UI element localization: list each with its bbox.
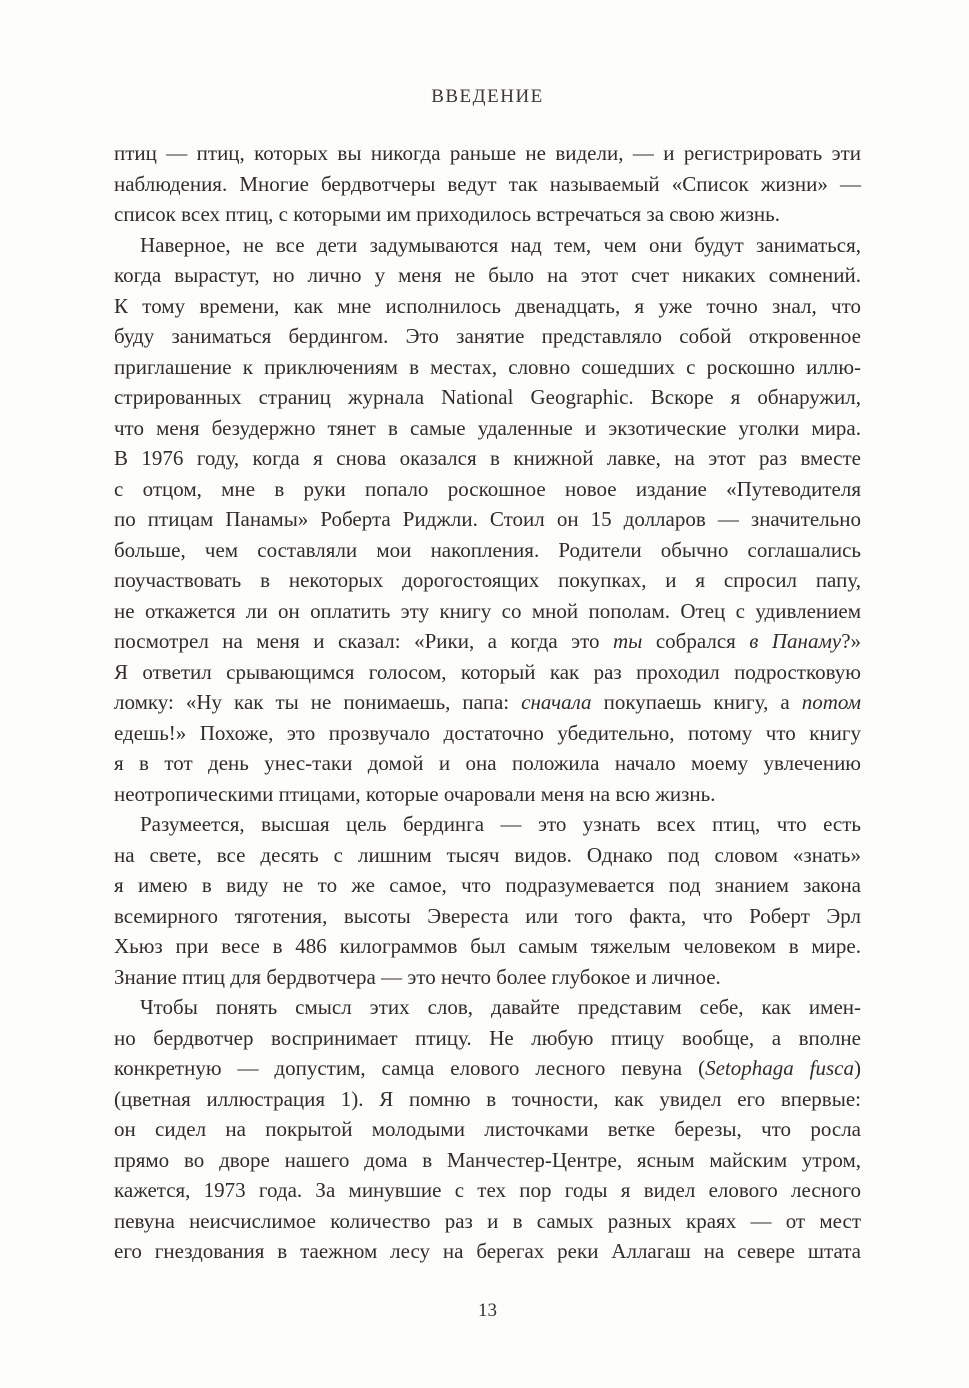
text-run: певуна неисчислимое количество раз и в самых разных краях — от мест [114, 1208, 861, 1233]
paragraph [114, 809, 861, 992]
text-line [114, 321, 861, 352]
italic-text-run: Setophaga fusca [705, 1056, 854, 1080]
text-line [114, 230, 861, 261]
italic-text-run: сначала [521, 690, 592, 714]
text-run: Знание птиц для бердвотчера — это нечто более глубокое и личное. [114, 964, 721, 989]
text-run: что меня безудержно тянет в самые удаленные и экзотические уголки мира. [114, 415, 861, 440]
text-run: конкретную — допустим, самца елового лесного певуна ( [114, 1056, 706, 1080]
text-run: с отцом, мне в руки попало роскошное новое издание «Путеводителя [114, 476, 861, 501]
text-line [114, 1114, 861, 1145]
text-run: прямо во дворе нашего дома в Манчестер-Центре, ясным майским утром, [114, 1147, 861, 1172]
paragraph [114, 138, 861, 230]
text-run: наблюдения. Многие бердвотчеры ведут так называемый «Список жизни» — [114, 171, 861, 196]
text-run: Хьюз при весе в 486 килограммов был самым тяжелым человеком в мире. [114, 934, 861, 958]
italic-text-run: в Панаму [749, 629, 842, 653]
text-line [114, 382, 861, 413]
text-run: не откажется ли он оплатить эту книгу со мной пополам. Отец с удивлением [114, 598, 861, 623]
text-line [114, 901, 861, 932]
text-line [114, 1023, 861, 1054]
text-run: покупаешь книгу, а [591, 690, 802, 714]
paragraph [114, 230, 861, 810]
text-run: ) [854, 1056, 861, 1080]
text-line [114, 1084, 861, 1115]
text-line [114, 169, 861, 200]
text-line [114, 443, 861, 474]
text-run: когда вырастут, но лично у меня не было на этот счет никаких сомнений. [114, 263, 861, 287]
text-run: его гнездования в таежном лесу на берегах реки Аллагаш на севере штата [114, 1239, 861, 1263]
text-run: больше, чем составляли мои накопления. Родители обычно соглашались [114, 537, 861, 562]
text-run: Чтобы понять смысл этих слов, давайте представим себе, как имен- [140, 995, 861, 1019]
text-line [114, 870, 861, 901]
text-line [114, 657, 861, 688]
text-run: приглашение к приключениям в местах, словно сошедших с роскошно иллю- [114, 354, 861, 379]
text-line [114, 626, 861, 657]
text-line [114, 931, 861, 962]
text-line [114, 992, 861, 1023]
text-run: он сидел на покрытой молодыми листочками ветке березы, что росла [114, 1117, 861, 1141]
text-run: Наверное, не все дети задумываются над тем, чем они будут заниматься, [140, 232, 861, 257]
text-line [114, 199, 861, 230]
text-run: на свете, все десять с лишним тысяч видов. Однако под словом «знать» [114, 842, 861, 867]
page-number: 13 [478, 1300, 497, 1321]
text-line [114, 138, 861, 169]
text-run: едешь!» Похоже, это прозвучало достаточно убедительно, потому что книгу [114, 720, 861, 745]
text-run: я в тот день унес-таки домой и она положила начало моему увлечению [114, 751, 861, 775]
text-line [114, 748, 861, 779]
text-body [114, 138, 861, 1267]
text-run: всемирного тяготения, высоты Эвереста или того факта, что Роберт Эрл [114, 903, 861, 928]
text-run: (цветная иллюстрация 1). Я помню в точности, как увидел его впервые: [114, 1086, 861, 1111]
text-run: неотропическими птицами, которые очаровали меня на всю жизнь. [114, 781, 716, 806]
text-run: Я ответил срывающимся голосом, который как раз проходил подростковую [114, 659, 861, 684]
text-run: но бердвотчер воспринимает птицу. Не любую птицу вообще, а вполне [114, 1025, 861, 1050]
text-line [114, 1236, 861, 1267]
text-line [114, 1145, 861, 1176]
text-run: поучаствовать в некоторых дорогостоящих покупках, и я спросил папу, [114, 568, 861, 592]
text-run: посмотрел на меня и сказал: «Рики, а когда это [114, 629, 613, 653]
text-line [114, 1175, 861, 1206]
text-run: В 1976 году, когда я снова оказался в книжной лавке, на этот раз вместе [114, 446, 861, 470]
text-line [114, 840, 861, 871]
text-run: Разумеется, высшая цель бердинга — это узнать всех птиц, что есть [140, 812, 861, 836]
italic-text-run: потом [801, 690, 861, 714]
text-run: стрированных страниц журнала National Geographic. Вскоре я обнаружил, [114, 385, 861, 409]
text-run: кажется, 1973 года. За минувшие с тех пор годы я видел елового лесного [114, 1178, 861, 1202]
text-run: по птицам Панамы» Роберта Риджли. Стоил он 15 долларов — значительно [114, 507, 861, 531]
paragraph [114, 992, 861, 1267]
text-run: буду заниматься бердингом. Это занятие представляло собой откровенное [114, 324, 861, 348]
text-line [114, 1206, 861, 1237]
text-line [114, 596, 861, 627]
text-line [114, 413, 861, 444]
text-run: собрался [642, 629, 750, 653]
text-line [114, 809, 861, 840]
text-line [114, 1053, 861, 1084]
text-run: список всех птиц, с которыми им приходилось встречаться за свою жизнь. [114, 202, 780, 226]
text-line [114, 504, 861, 535]
text-line [114, 260, 861, 291]
text-line [114, 352, 861, 383]
text-line [114, 291, 861, 322]
chapter-header: ВВЕДЕНИЕ [431, 86, 544, 107]
text-line [114, 687, 861, 718]
text-line [114, 779, 861, 810]
italic-text-run: ты [613, 629, 643, 653]
text-run: ?» [841, 629, 862, 653]
text-run: ломку: «Ну как ты не понимаешь, папа: [114, 690, 522, 714]
text-line [114, 962, 861, 993]
text-line [114, 535, 861, 566]
text-line [114, 565, 861, 596]
text-line [114, 718, 861, 749]
text-run: я имею в виду не то же самое, что подразумевается под знанием закона [114, 873, 861, 897]
text-run: птиц — птиц, которых вы никогда раньше не видели, — и регистрировать эти [114, 141, 861, 165]
text-run: К тому времени, как мне исполнилось двенадцать, я уже точно знал, что [114, 293, 861, 318]
text-line [114, 474, 861, 505]
